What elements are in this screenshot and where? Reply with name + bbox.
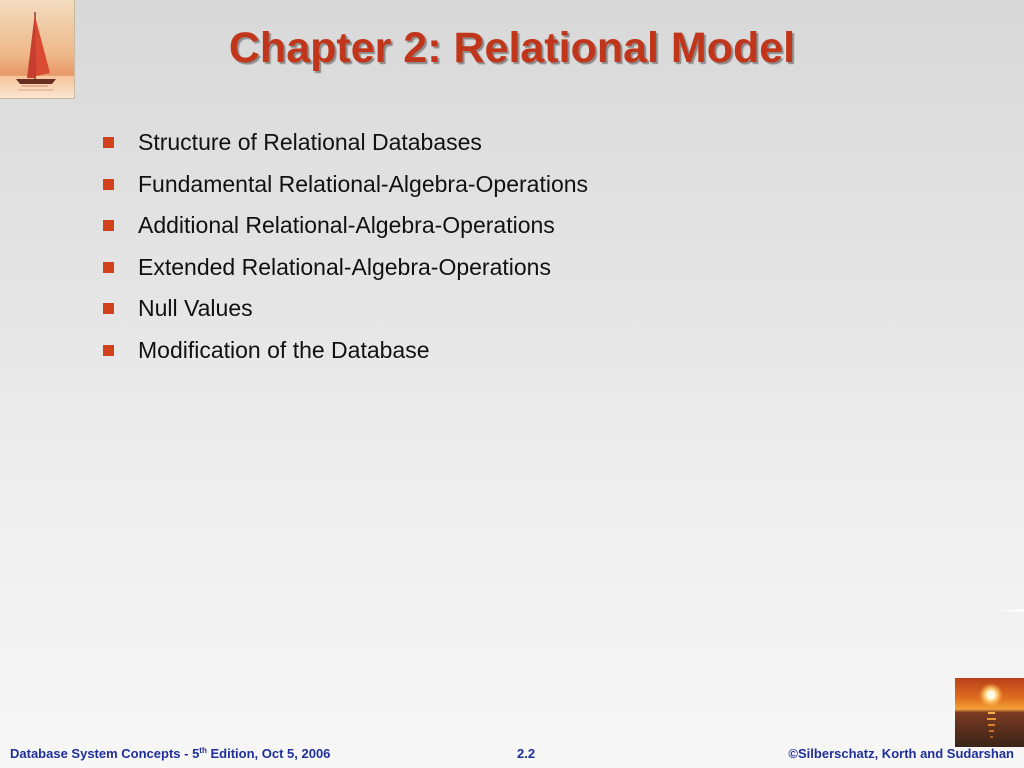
square-bullet-icon bbox=[103, 345, 114, 356]
bullet-item bbox=[103, 168, 588, 210]
sunset-image bbox=[955, 678, 1024, 747]
square-bullet-icon bbox=[103, 262, 114, 273]
bullet-item bbox=[103, 334, 588, 376]
footer-left-prefix: Database System Concepts - 5 bbox=[10, 746, 200, 761]
bullet-item bbox=[103, 126, 588, 168]
bullet-text: Fundamental Relational-Algebra-Operations bbox=[138, 170, 589, 197]
slide-title: Chapter 2: Relational Model bbox=[228, 24, 796, 72]
bullet-text: Additional Relational-Algebra-Operations bbox=[138, 212, 555, 239]
square-bullet-icon bbox=[103, 303, 114, 314]
square-bullet-icon bbox=[103, 220, 114, 231]
bullet-text: Null Values bbox=[138, 295, 253, 322]
footer-left-sup: th bbox=[199, 746, 207, 755]
bullet-item bbox=[103, 251, 588, 293]
footer-copyright: ©Silberschatz, Korth and Sudarshan bbox=[788, 746, 1014, 761]
bullet-item bbox=[103, 209, 588, 251]
bullet-item bbox=[103, 292, 588, 334]
bullet-text: Modification of the Database bbox=[138, 336, 430, 363]
bullet-text: Structure of Relational Databases bbox=[138, 129, 482, 155]
light-streak bbox=[996, 609, 1024, 612]
square-bullet-icon bbox=[103, 137, 114, 148]
footer-left-suffix: Edition, Oct 5, 2006 bbox=[206, 746, 331, 761]
bullet-text: Extended Relational-Algebra-Operations bbox=[138, 253, 551, 280]
footer-book-edition bbox=[10, 746, 330, 762]
sunset-icon bbox=[955, 678, 1024, 747]
bullet-list bbox=[103, 126, 588, 376]
footer-page-number: 2.2 bbox=[517, 746, 536, 761]
square-bullet-icon bbox=[103, 179, 114, 190]
